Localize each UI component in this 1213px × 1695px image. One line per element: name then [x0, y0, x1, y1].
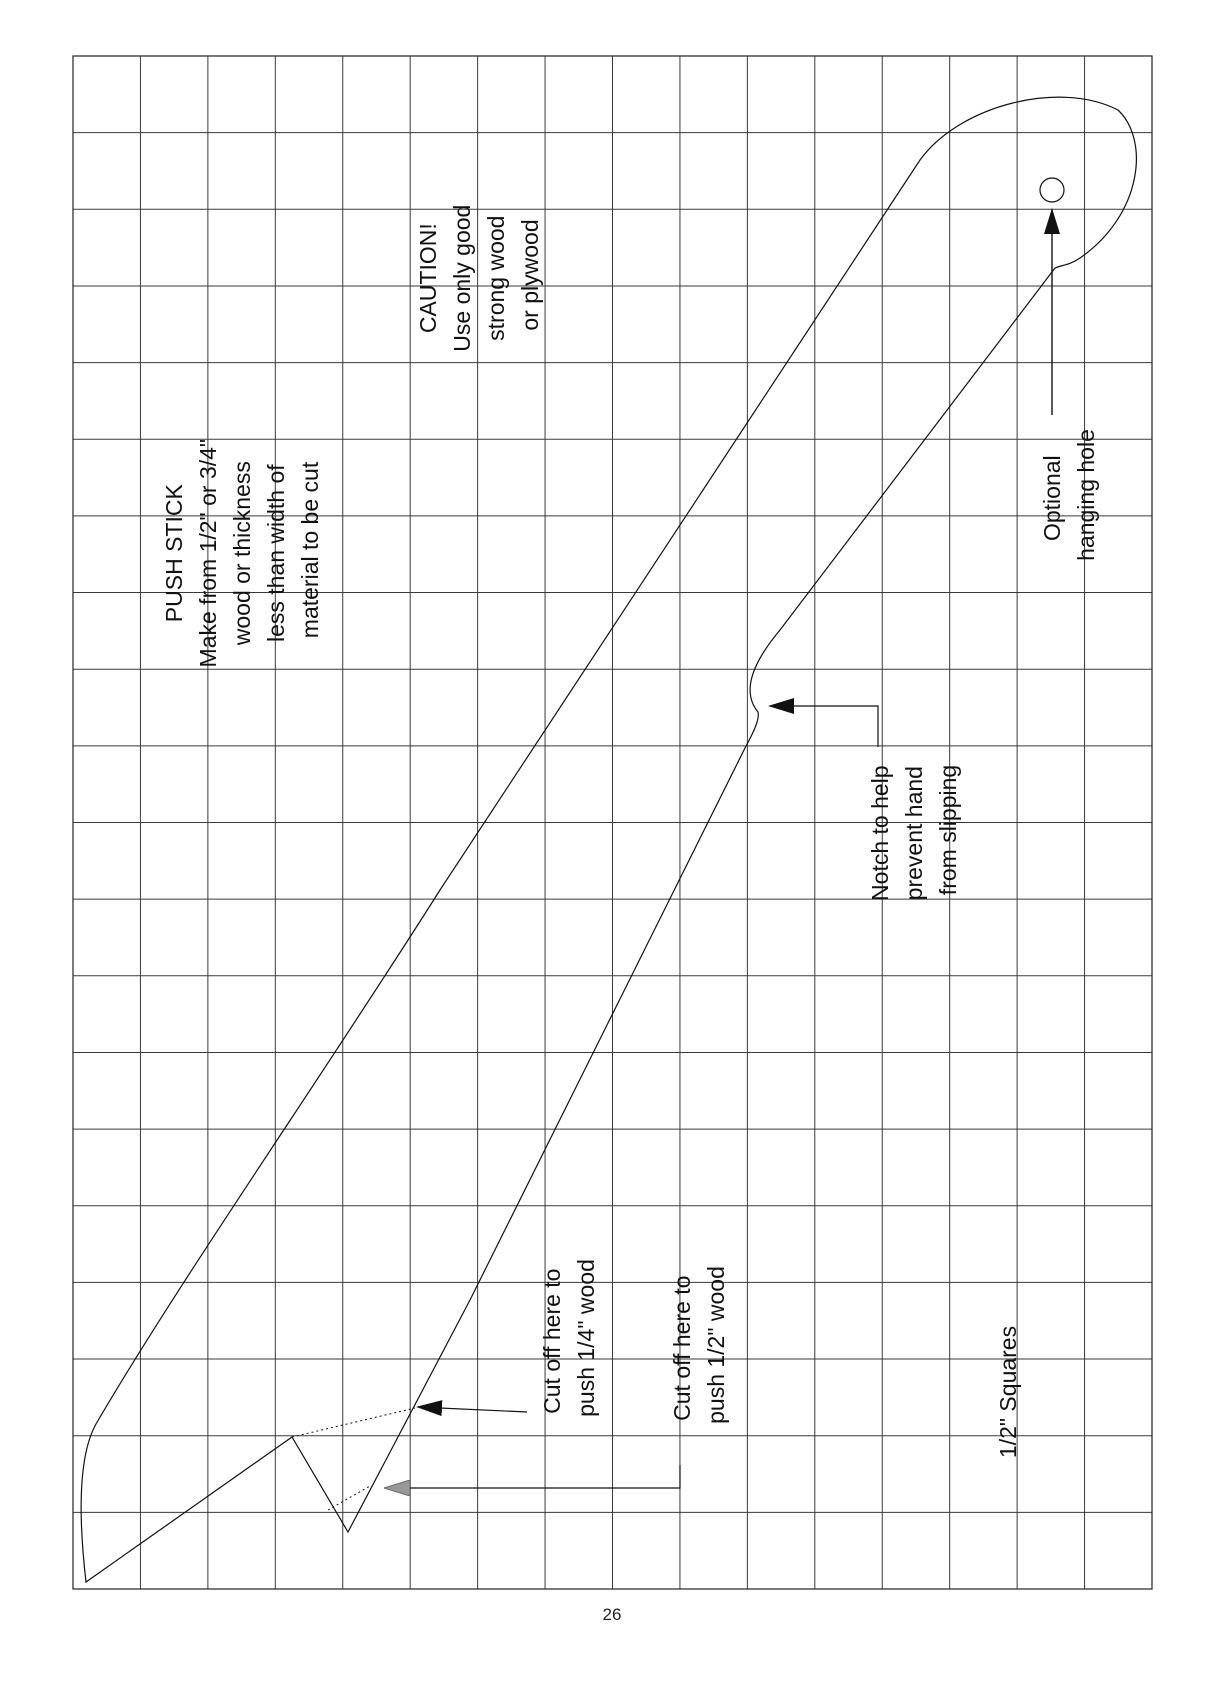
page-number: 26 [602, 1605, 622, 1624]
cut-half-arrow [386, 1465, 680, 1488]
cut-line-quarter-inch [292, 1408, 415, 1437]
caution-label: CAUTION! Use only good strong wood or plywood [415, 204, 543, 352]
grid-half-inch-squares [73, 56, 1152, 1589]
hanging-hole-label: Optional hanging hole [1039, 429, 1099, 561]
notch-arrow [770, 706, 878, 747]
cut-quarter-label: Cut off here to push 1/4" wood [539, 1259, 599, 1417]
cut-line-half-inch [328, 1486, 370, 1510]
cut-quarter-arrow [418, 1407, 527, 1412]
cut-half-label: Cut off here to push 1/2" wood [669, 1266, 729, 1424]
push-stick-label: PUSH STICK Make from 1/2" or 3/4" wood or thickness less than width of material to be cut [161, 438, 323, 668]
hanging-hole [1040, 178, 1064, 202]
notch-label: Notch to help prevent hand from slipping [867, 764, 961, 901]
squares-label: 1/2" Squares [995, 1325, 1021, 1459]
